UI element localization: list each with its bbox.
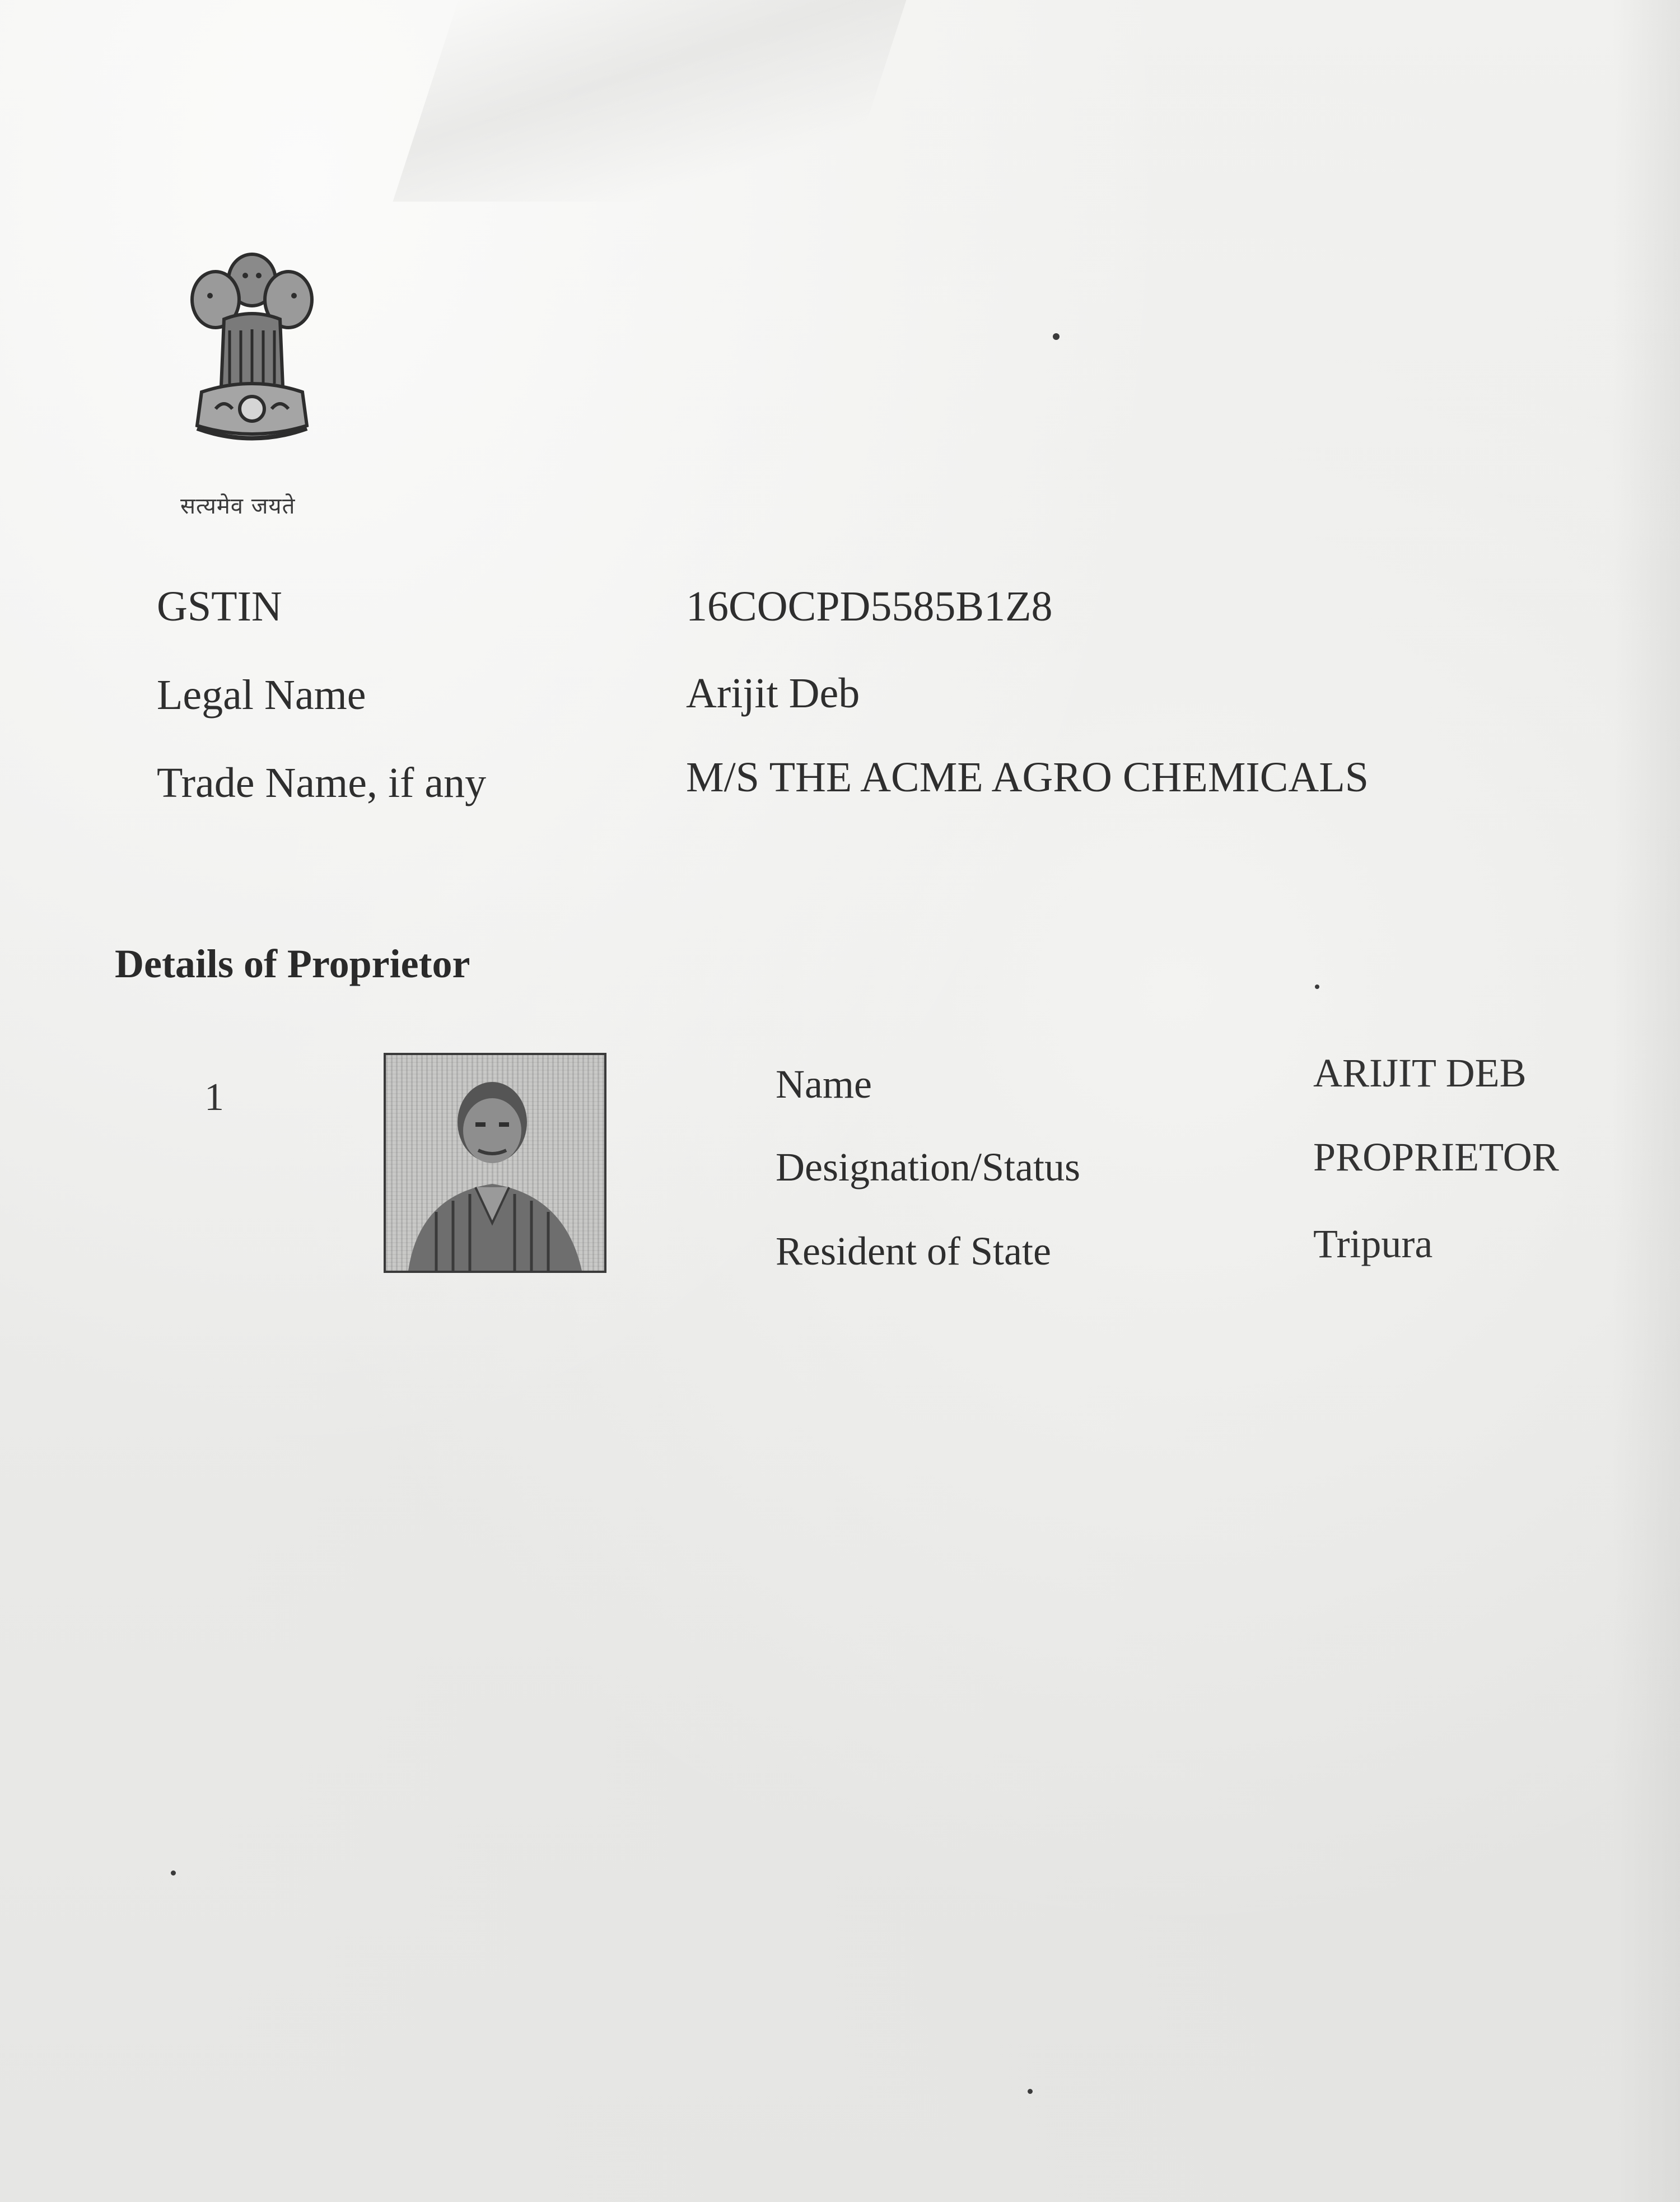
proprietor-state-label: Resident of State: [776, 1229, 1051, 1273]
proprietor-state-value: Tripura: [1313, 1221, 1433, 1266]
ink-speck: [1053, 333, 1060, 340]
legal-name-value: Arijit Deb: [686, 670, 860, 717]
proprietor-name-label: Name: [776, 1062, 872, 1107]
proprietor-designation-value: PROPRIETOR: [1313, 1135, 1559, 1179]
ink-speck: [171, 1870, 176, 1876]
paper-fold-shadow: [393, 0, 907, 202]
proprietor-index: 1: [204, 1076, 224, 1119]
ink-speck: [1028, 2089, 1033, 2094]
proprietor-photo: [384, 1053, 606, 1273]
trade-name-value: M/S THE ACME AGRO CHEMICALS: [686, 754, 1369, 801]
legal-name-label: Legal Name: [157, 671, 366, 719]
gstin-value: 16COCPD5585B1Z8: [686, 583, 1053, 630]
paper-edge-shadow: [1613, 0, 1680, 2202]
ink-speck: [1315, 985, 1319, 989]
trade-name-label: Trade Name, if any: [157, 759, 487, 806]
gstin-label: GSTIN: [157, 583, 282, 630]
ashoka-emblem-icon: [162, 241, 342, 498]
national-emblem: [162, 241, 342, 532]
person-photo-icon: [386, 1055, 604, 1271]
proprietor-designation-label: Designation/Status: [776, 1145, 1080, 1189]
proprietor-section-title: Details of Proprietor: [115, 941, 470, 986]
proprietor-name-value: ARIJIT DEB: [1313, 1051, 1527, 1095]
emblem-motto: सत्यमेव जयते: [180, 493, 296, 519]
